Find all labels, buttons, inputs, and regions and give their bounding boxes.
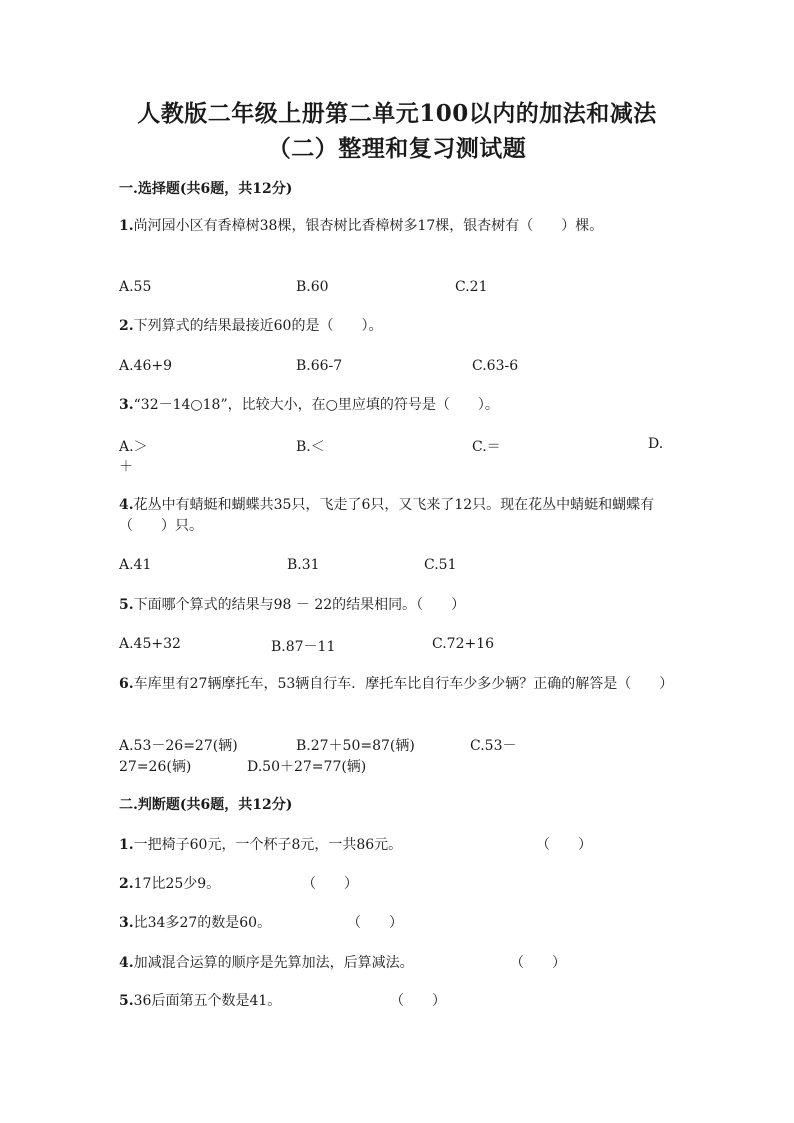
question-number: 2. xyxy=(119,876,134,892)
choice-question-3 xyxy=(119,395,679,416)
option-d[interactable]: D. xyxy=(648,436,664,452)
option-d[interactable]: D.50＋27=77(辆) xyxy=(247,759,367,775)
option-b[interactable]: B.＜ xyxy=(296,439,325,455)
question-number: 6. xyxy=(119,676,134,692)
judge-question-5 xyxy=(119,990,281,1010)
judge-question-4 xyxy=(119,952,414,972)
question-number: 1. xyxy=(119,218,134,234)
option-c[interactable]: C.51 xyxy=(424,557,457,573)
option-b[interactable]: B.87－11 xyxy=(271,639,336,655)
question-text: 下列算式的结果最接近60的是（ ）。 xyxy=(133,318,383,334)
option-c-continued: 27=26(辆) xyxy=(119,759,192,775)
question-number: 4. xyxy=(119,955,134,971)
answer-blank[interactable]: （ ） xyxy=(390,993,446,1009)
option-c[interactable]: C.＝ xyxy=(472,439,501,455)
judge-question-2 xyxy=(119,873,220,893)
answer-blank[interactable]: （ ） xyxy=(510,955,566,971)
question-text: 17比25少9。 xyxy=(133,876,221,892)
option-a[interactable]: A.41 xyxy=(119,557,152,573)
answer-blank[interactable]: （ ） xyxy=(302,876,358,892)
answer-blank[interactable]: （ ） xyxy=(536,837,592,853)
question-text: 下面哪个算式的结果与98 － 22的结果相同。（ ） xyxy=(133,597,466,613)
question-text: 加减混合运算的顺序是先算加法，后算减法。 xyxy=(133,955,414,971)
option-c[interactable]: C.21 xyxy=(455,279,488,295)
option-b[interactable]: B.66-7 xyxy=(296,358,343,374)
answer-blank[interactable]: （ ） xyxy=(347,915,403,931)
choice-question-6 xyxy=(119,674,679,695)
question-text: 车库里有27辆摩托车，53辆自行车．摩托车比自行车少多少辆？正确的解答是（ ） xyxy=(133,676,674,692)
section-heading-judge: 二.判断题(共6题，共12分) xyxy=(119,797,293,813)
judge-question-3 xyxy=(119,912,271,932)
title-line-2: （二）整理和复习测试题 xyxy=(267,135,527,162)
choice-question-4 xyxy=(119,495,679,537)
question-text: 比34多27的数是60。 xyxy=(133,915,272,931)
judge-question-1 xyxy=(119,834,402,854)
option-b[interactable]: B.31 xyxy=(287,557,320,573)
option-c[interactable]: C.53－ xyxy=(470,738,517,754)
option-b[interactable]: B.27＋50=87(辆) xyxy=(296,738,415,754)
question-text: 尚河园小区有香樟树38棵，银杏树比香樟树多17棵，银杏树有（ ）棵。 xyxy=(133,218,604,234)
option-a[interactable]: A.53－26=27(辆) xyxy=(119,738,238,754)
choice-question-5 xyxy=(119,595,679,616)
question-text: “32－14○18”，比较大小，在○里应填的符号是（ ）。 xyxy=(133,397,499,413)
question-number: 5. xyxy=(119,993,134,1009)
choice-question-2 xyxy=(119,316,679,337)
question-number: 4. xyxy=(119,497,134,513)
option-a[interactable]: A.＞ xyxy=(119,439,148,455)
option-b[interactable]: B.60 xyxy=(296,279,329,295)
question-number: 3. xyxy=(119,915,134,931)
section-heading-choice: 一.选择题(共6题，共12分) xyxy=(119,181,293,197)
question-number: 3. xyxy=(119,397,134,413)
option-a[interactable]: A.46+9 xyxy=(119,358,173,374)
option-c[interactable]: C.72+16 xyxy=(432,636,495,652)
question-text: 36后面第五个数是41。 xyxy=(133,993,282,1009)
question-number: 5. xyxy=(119,597,134,613)
option-a[interactable]: A.45+32 xyxy=(119,636,181,652)
question-number: 2. xyxy=(119,318,134,334)
option-d-value: ＋ xyxy=(119,459,133,475)
question-number: 1. xyxy=(119,837,134,853)
option-a[interactable]: A.55 xyxy=(119,279,152,295)
choice-question-1 xyxy=(119,216,679,237)
title-line-1: 人教版二年级上册第二单元100以内的加法和减法 xyxy=(137,100,657,127)
question-text: 一把椅子60元，一个杯子8元，一共86元。 xyxy=(133,837,403,853)
option-c[interactable]: C.63-6 xyxy=(472,358,519,374)
question-text: 花丛中有蜻蜓和蝴蝶共35只，飞走了6只，又飞来了12只。现在花丛中蜻蜓和蝴蝶有（ ）只。 xyxy=(119,497,655,534)
